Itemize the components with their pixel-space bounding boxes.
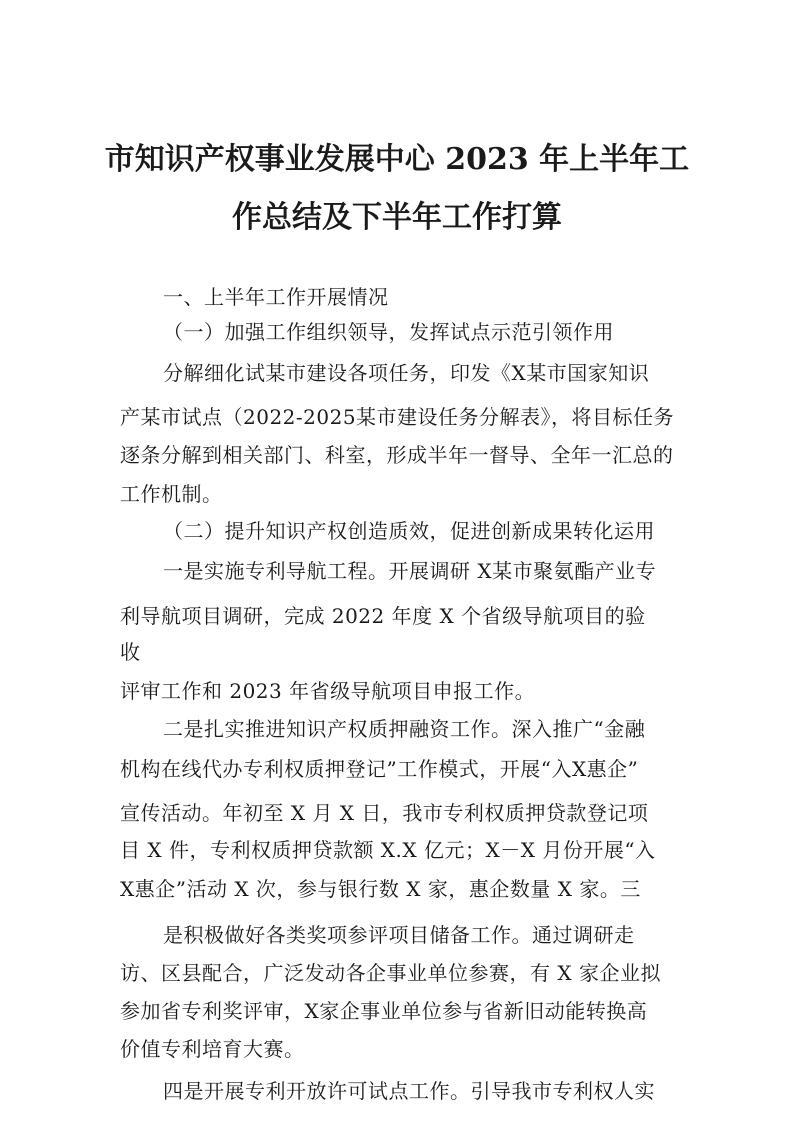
- paragraph-line: 机构在线代办专利权质押登记”工作模式，开展“入X惠企”: [120, 757, 639, 781]
- paragraph-line: 分解细化试某市建设各项任务，印发《X某市国家知识: [163, 361, 650, 385]
- paragraph-line: 利导航项目调研，完成 2022 年度 X 个省级导航项目的验: [120, 604, 646, 628]
- subsection-heading-1: （一）加强工作组织领导，发挥试点示范引领作用: [163, 320, 614, 344]
- paragraph-line: 参加省专利奖评审，X家企事业单位参与省新旧动能转换高: [120, 999, 648, 1023]
- paragraph-line: 宣传活动。年初至 X 月 X 日，我市专利权质押贷款登记项: [120, 801, 649, 825]
- document-title-line-2: 作总结及下半年工作打算: [232, 200, 562, 235]
- paragraph-line: 收: [120, 640, 141, 664]
- paragraph-line: X惠企”活动 X 次，参与银行数 X 家，惠企数量 X 家。三: [120, 877, 641, 901]
- document-title-line-1: 市知识产权事业发展中心 2023 年上半年工: [104, 142, 690, 177]
- paragraph-line: 访、区县配合，广泛发动各企事业单位参赛，有 X 家企业拟: [120, 961, 661, 985]
- paragraph-line: 评审工作和 2023 年省级导航项目申报工作。: [120, 679, 536, 703]
- paragraph-line: 二是扎实推进知识产权质押融资工作。深入推广“金融: [163, 717, 646, 741]
- paragraph-line: 是积极做好各类奖项参评项目储备工作。通过调研走: [163, 923, 635, 947]
- paragraph-line: 四是开展专利开放许可试点工作。引导我市专利权人实: [163, 1079, 655, 1103]
- paragraph-line: 一是实施专利导航工程。开展调研 X某市聚氨酯产业专: [163, 559, 657, 583]
- paragraph-line: 价值专利培育大赛。: [120, 1037, 305, 1061]
- paragraph-line: 工作机制。: [120, 482, 223, 506]
- paragraph-line: 逐条分解到相关部门、科室，形成半年一督导、全年一汇总的: [120, 443, 674, 467]
- section-heading-1: 一、上半年工作开展情况: [163, 285, 389, 309]
- paragraph-line: 产某市试点（2022-2025某市建设任务分解表》，将目标任务: [120, 405, 675, 429]
- paragraph-line: 目 X 件，专利权质押贷款额 X.X 亿元；X－X 月份开展“入: [120, 838, 656, 862]
- subsection-heading-2: （二）提升知识产权创造质效，促进创新成果转化运用: [163, 519, 655, 543]
